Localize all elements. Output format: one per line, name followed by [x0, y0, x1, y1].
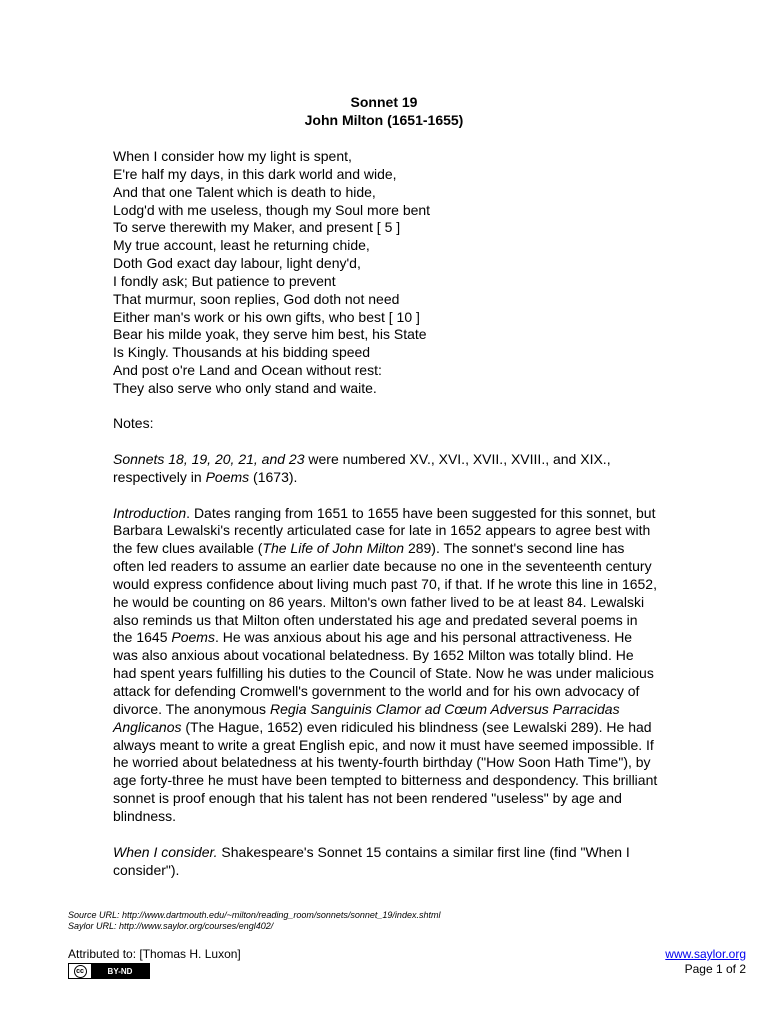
- poem-line: To serve therewith my Maker, and present [ 5 ]: [113, 219, 401, 236]
- license-label: BY-ND: [91, 964, 149, 978]
- cc-by-nd-badge[interactable]: [68, 963, 150, 979]
- poem-text: [113, 148, 673, 398]
- title-heading: Sonnet 19: [350, 94, 418, 110]
- poem-line: Bear his milde yoak, they serve him best, his State: [113, 326, 427, 343]
- footer-right: [665, 947, 746, 977]
- poem-line: They also serve who only stand and waite.: [113, 379, 377, 396]
- note-text: Shakespeare's Sonnet 15 contains a similar first line (find "When I consider").: [113, 843, 630, 878]
- note-paragraph-sonnets: [113, 451, 658, 487]
- poem-line: My true account, least he returning chide,: [113, 237, 370, 254]
- attribution: Attributed to: [Thomas H. Luxon]: [68, 947, 241, 961]
- saylor-url: Saylor URL: http://www.saylor.org/courses/engl402/: [68, 921, 274, 931]
- poem-line: Is Kingly. Thousands at his bidding speed: [113, 344, 371, 361]
- note-italic: Regia Sanguinis Clamor ad Cœum Adversus Parracidas Anglicanos: [113, 700, 620, 735]
- note-text: were numbered XV., XVI., XVII., XVIII., and XIX., respectively in: [113, 450, 611, 485]
- note-italic: Poems: [205, 468, 250, 485]
- poem-line: E're half my days, in this dark world and wide,: [113, 165, 397, 182]
- note-text: (The Hague, 1652) even ridiculed his blindness (see Lewalski 289). He had always meant to write a great English epic, and now it must have seemed impossible. If he worried about belatedness at his twenty-fourth birthday ("How Soon Hath Time"), by age forty-three he must have been tempted to bitterness and despondency. This brilliant sonnet is proof enough that his talent has not been rendered "useless" by age and blindness.: [113, 718, 658, 824]
- poem-line: And that one Talent which is death to hide,: [113, 183, 376, 200]
- poem-line: Doth God exact day labour, light deny'd,: [113, 255, 361, 272]
- note-text: . He was anxious about his age and his personal attractiveness. He was also anxious about vocational belatedness. By 1652 Milton was totally blind. He had spent years fulfilling his duties to the Council of State. Now he was under malicious attack for defending Cromwell's government to the world and for his own advocacy of divorce. The anonymous: [113, 629, 654, 717]
- title-author: John Milton (1651-1655): [304, 112, 464, 128]
- note-paragraph-when-i-consider: [113, 844, 658, 880]
- source-urls: [68, 910, 440, 932]
- note-italic: The Life of John Milton: [262, 540, 405, 557]
- note-italic: When I consider.: [113, 843, 218, 860]
- poem-line: And post o're Land and Ocean without rest:: [113, 362, 382, 379]
- poem-line: When I consider how my light is spent,: [113, 148, 352, 164]
- poem-line: Lodg'd with me useless, though my Soul more bent: [113, 201, 431, 218]
- note-text: 289). The sonnet's second line has often led readers to assume an earlier date because no one in the seventeenth century would express confidence about living much past 70, if that. If he wrote this line in 1652, he would be counting on 86 years. Milton's own father lived to be at least 84. Lewalski also reminds us that Milton often understated his age and predated several poems in the 1645: [113, 540, 657, 646]
- document-title: [0, 93, 768, 129]
- note-text: (1673).: [249, 468, 298, 485]
- note-italic: Sonnets 18, 19, 20, 21, and 23: [113, 450, 305, 467]
- poem-line: Either man's work or his own gifts, who best [ 10 ]: [113, 308, 420, 325]
- note-text: . Dates ranging from 1651 to 1655 have been suggested for this sonnet, but Barbara Lewalski's recently articulated case for late in 1652 appears to agree best with the few clues available (: [113, 504, 656, 557]
- notes-section: [113, 415, 658, 879]
- page-number: Page 1 of 2: [684, 962, 746, 976]
- note-italic: Introduction: [113, 504, 187, 521]
- poem-line: That murmur, soon replies, God doth not need: [113, 290, 400, 307]
- notes-heading: Notes:: [113, 415, 154, 431]
- poem-line: I fondly ask; But patience to prevent: [113, 272, 336, 289]
- source-url: Source URL: http://www.dartmouth.edu/~milton/reading_room/sonnets/sonnet_19/index.shtml: [68, 910, 441, 920]
- cc-icon: cc: [69, 964, 91, 978]
- saylor-site-link[interactable]: www.saylor.org: [665, 947, 746, 961]
- note-italic: Poems: [171, 629, 215, 646]
- note-paragraph-introduction: [113, 505, 658, 826]
